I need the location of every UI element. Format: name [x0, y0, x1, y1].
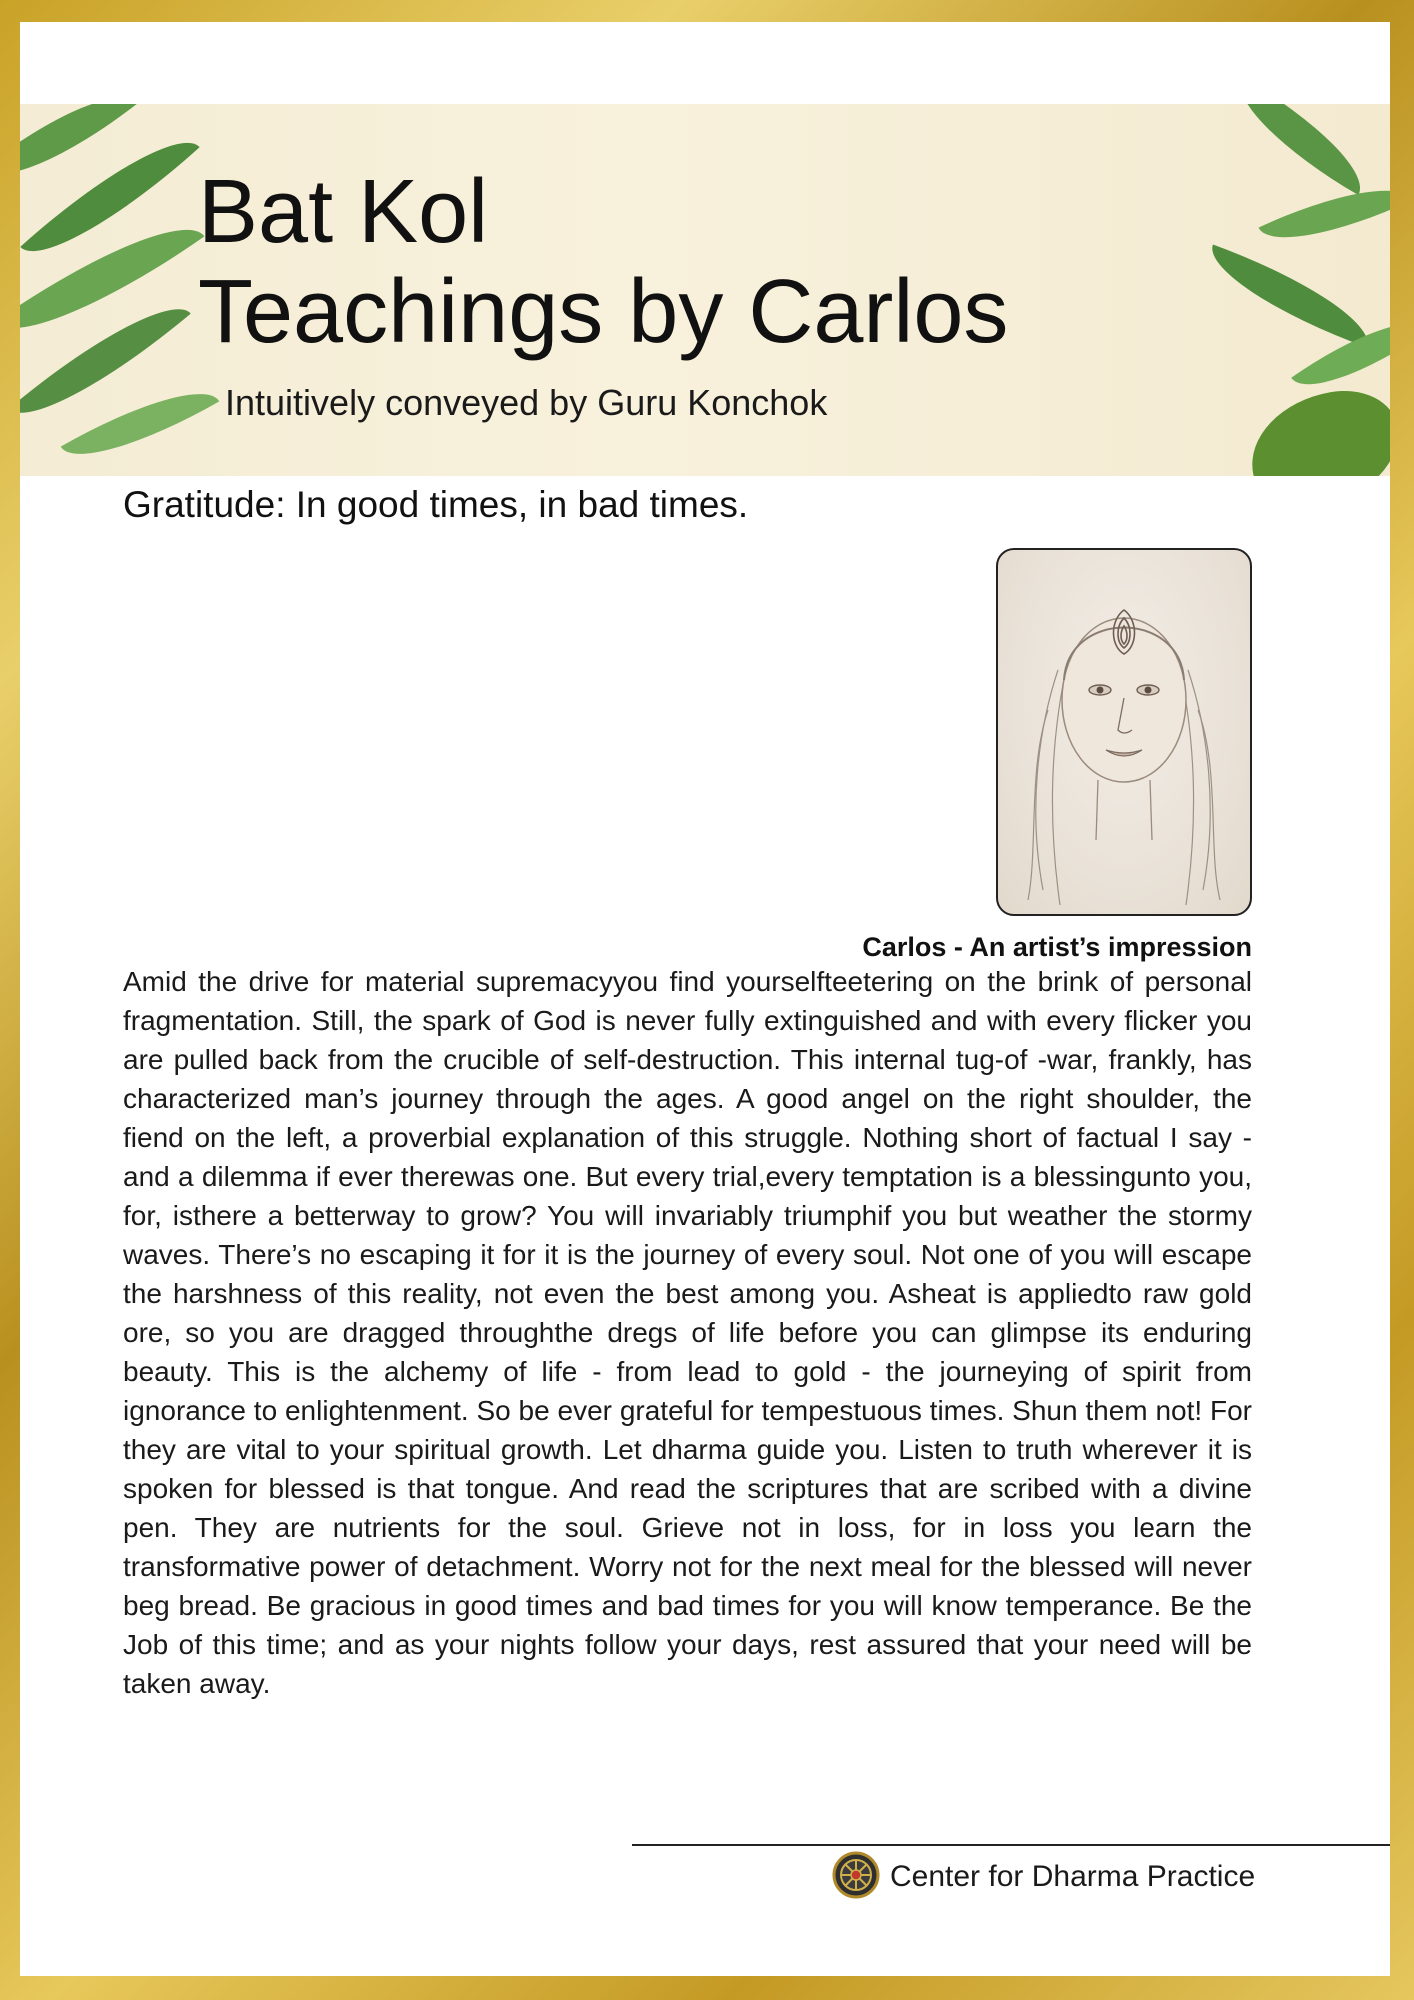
- title-line-2: Teachings by Carlos: [198, 262, 1009, 362]
- org-name: Center for Dharma Practice: [890, 1860, 1256, 1893]
- dharma-wheel-logo-icon: [832, 1851, 880, 1904]
- portrait-image: [996, 548, 1252, 916]
- footer-divider: [632, 1844, 1390, 1846]
- page: [20, 22, 1390, 1976]
- page-title: [198, 162, 1008, 362]
- footer: [832, 1850, 1255, 1904]
- portrait-sketch: [998, 550, 1250, 914]
- leaf-decoration: [1220, 104, 1381, 195]
- body-paragraph: Amid the drive for material supremacyyou find yourselfteetering on the brink of personal fragmentation. Still, the spark of God is never fully extinguished and with every flicker you are pulled back from the crucible of self-destruction. This internal tug-of -war, frankly, has characterized man’s journey through the ages. A good angel on the right shoulder, the fiend on the left, a proverbial explanation of this struggle. Nothing short of factual I say - and a dilemma if ever therewas one. But every trial,every temptation is a blessingunto you, for, isthere a betterway to grow? You will invariably triumphif you but weather the stormy waves. There’s no escaping it for it is the journey of every soul. Not one of you will escape the harshness of this reality, not even the best among you. Asheat is appliedto raw gold ore, so you are dragged throughthe dregs of life before you can glimpse its enduring beauty. This is the alchemy of life - from lead to gold - the journeying of spirit from ignorance to enlightenment. So be ever grateful for tempestuous times. Shun them not! For they are vital to your spiritual growth. Let dharma guide you. Listen to truth wherever it is spoken for blessed is that tongue. And read the scriptures that are scribed with a divine pen. They are nutrients for the soul. Grieve not in loss, for in loss you learn the transformative power of detachment. Worry not for the next meal for the blessed will never beg bread. Be gracious in good times and bad times for you will know temperance. Be the Job of this time; and as your nights follow your days, rest assured that your need will be taken away.: [123, 966, 1252, 1699]
- portrait-caption: Carlos - An artist’s impression: [862, 932, 1252, 962]
- section-title: Gratitude: In good times, in bad times.: [123, 484, 749, 525]
- title-line-1: Bat Kol: [198, 162, 489, 262]
- leaf-decoration: [1242, 382, 1390, 476]
- page-subtitle: Intuitively conveyed by Guru Konchok: [225, 382, 828, 423]
- leaf-decoration: [1259, 164, 1390, 264]
- leaf-decoration: [1198, 245, 1382, 348]
